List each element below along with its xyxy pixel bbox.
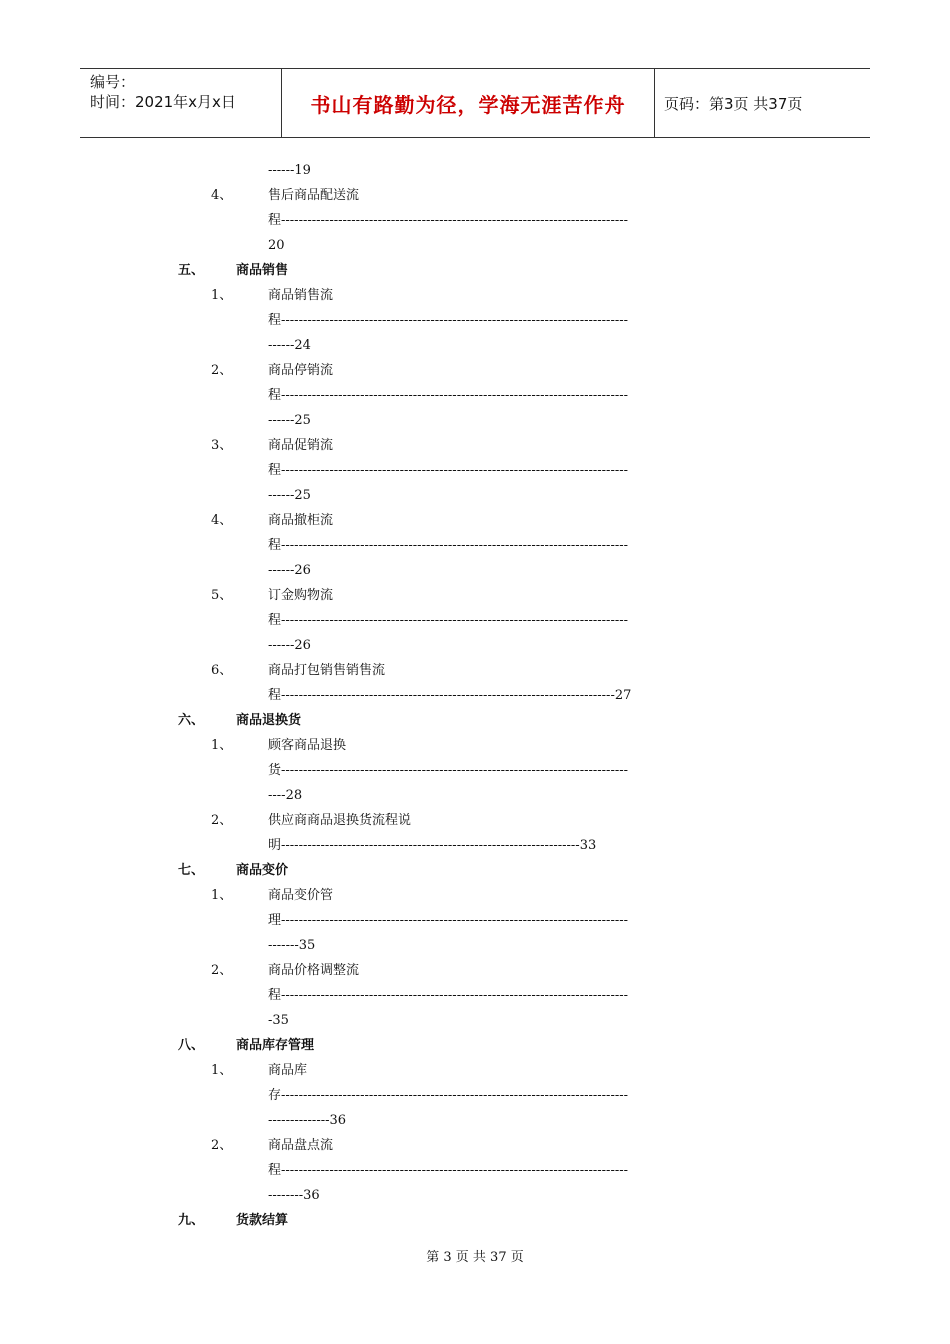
toc-leader-line: 货------------------------------------------------------------------------------- [268, 763, 629, 778]
toc-section-title: 商品销售 [236, 263, 289, 278]
toc-leader-line: 程------------------------------------------------------------------------------- [268, 463, 629, 478]
toc-item-title: 顾客商品退换 [268, 738, 347, 753]
toc-leader-line: ------25 [268, 488, 311, 503]
toc-leader-line: 程------------------------------------------------------------------------------- [268, 1163, 629, 1178]
header-page-info: 页码：第3页 共37页 [664, 94, 803, 113]
toc-section-number: 七、 [178, 863, 205, 878]
header-motto: 书山有路勤为径，学海无涯苦作舟 [281, 69, 655, 137]
toc-leader-line: ------25 [268, 413, 311, 428]
toc-leader-line: 程------------------------------------------------------------------------------- [268, 613, 629, 628]
toc-item-number: 1、 [211, 888, 233, 903]
toc-leader-line: 程------------------------------------------------------------------------------- [268, 213, 629, 228]
toc-leader-line: ------26 [268, 638, 311, 653]
toc-item-title: 商品库 [268, 1063, 308, 1078]
toc-leader-line: 20 [268, 238, 285, 253]
toc-section-number: 六、 [178, 713, 205, 728]
toc-item-number: 4、 [211, 513, 233, 528]
header-meta [80, 69, 280, 137]
toc-leader-line: 明--------------------------------------------------------------------33 [268, 838, 597, 853]
toc-item-number: 1、 [211, 1063, 233, 1078]
toc-item-number: 2、 [211, 363, 233, 378]
toc-item-number: 3、 [211, 438, 233, 453]
toc-section-number: 九、 [178, 1213, 205, 1228]
toc-section-number: 五、 [178, 263, 205, 278]
page-footer: 第 3 页 共 37 页 [426, 1250, 524, 1265]
toc-leader-line: ------26 [268, 563, 311, 578]
toc-item-title: 商品打包销售销售流 [268, 663, 386, 678]
toc-leader-line: --------------36 [268, 1113, 347, 1128]
toc-leader-line: 程------------------------------------------------------------------------------- [268, 538, 629, 553]
toc-item-number: 2、 [211, 963, 233, 978]
toc-section-number: 八、 [178, 1038, 205, 1053]
document-time-label: 时间：2021年x月x日 [90, 93, 236, 111]
toc-leader-line: ------19 [268, 163, 311, 178]
toc-item-title: 商品盘点流 [268, 1138, 334, 1153]
toc-leader-line: -------35 [268, 938, 316, 953]
toc-item-number: 6、 [211, 663, 233, 678]
toc-item-title: 供应商商品退换货流程说 [268, 813, 412, 828]
page-header [80, 68, 870, 138]
toc-item-number: 2、 [211, 1138, 233, 1153]
toc-item-title: 商品价格调整流 [268, 963, 360, 978]
toc-item-title: 商品撤柜流 [268, 513, 334, 528]
toc-item-number: 1、 [211, 738, 233, 753]
toc-item-number: 2、 [211, 813, 233, 828]
toc-section-title: 货款结算 [236, 1213, 289, 1228]
toc-item-number: 4、 [211, 188, 233, 203]
toc-leader-line: ------24 [268, 338, 311, 353]
toc-section-title: 商品变价 [236, 863, 289, 878]
toc-leader-line: 程------------------------------------------------------------------------------- [268, 388, 629, 403]
toc-leader-line: 程----------------------------------------------------------------------------27 [268, 688, 632, 703]
toc-item-number: 5、 [211, 588, 233, 603]
toc-leader-line: -35 [268, 1013, 289, 1028]
toc-item-title: 商品变价管 [268, 888, 334, 903]
toc-leader-line: 存------------------------------------------------------------------------------- [268, 1088, 629, 1103]
toc-leader-line: 理------------------------------------------------------------------------------- [268, 913, 629, 928]
toc-leader-line: 程------------------------------------------------------------------------------- [268, 313, 629, 328]
toc-leader-line: 程------------------------------------------------------------------------------- [268, 988, 629, 1003]
toc-section-title: 商品库存管理 [236, 1038, 315, 1053]
document-number-label: 编号： [90, 73, 136, 91]
toc-leader-line: --------36 [268, 1188, 320, 1203]
toc-item-title: 订金购物流 [268, 588, 334, 603]
toc-section-title: 商品退换货 [236, 713, 302, 728]
toc-item-title: 商品促销流 [268, 438, 334, 453]
toc-leader-line: ----28 [268, 788, 303, 803]
toc-item-title: 售后商品配送流 [268, 188, 360, 203]
toc-item-title: 商品停销流 [268, 363, 334, 378]
toc-item-title: 商品销售流 [268, 288, 334, 303]
toc-item-number: 1、 [211, 288, 233, 303]
